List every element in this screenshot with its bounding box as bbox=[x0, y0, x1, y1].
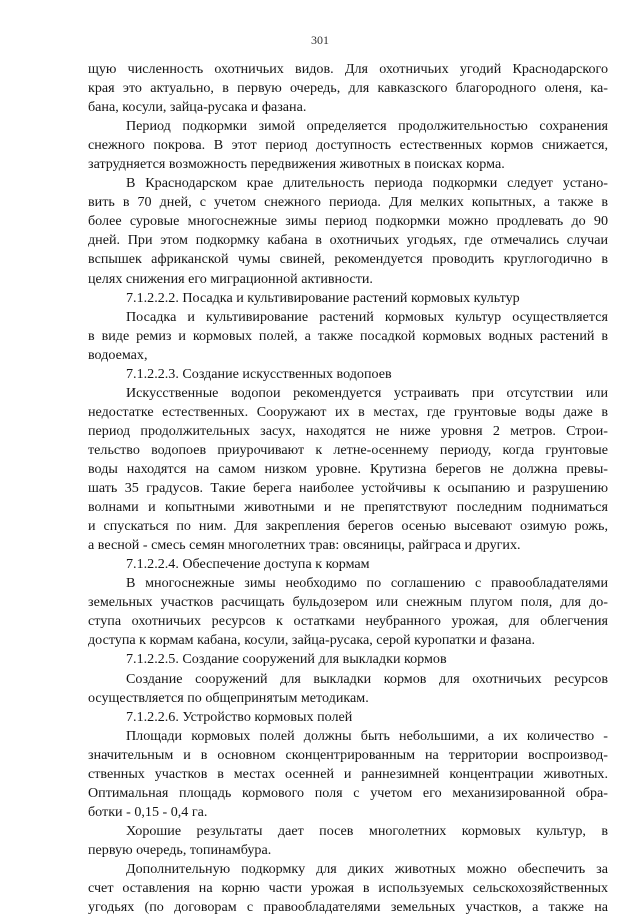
text-line: доступа к кормам кабана, косули, зайца-русака, серой куропатки и фазана. bbox=[88, 632, 535, 649]
text-line: Хорошие результаты дает посев многолетних кормовых культур, в bbox=[126, 822, 608, 839]
text-line: и спускаться по ним. Для закрепления берегов осенью высевают озимую рожь, bbox=[88, 518, 608, 535]
text-line: недостатке естественных. Сооружают их в местах, где грунтовые воды даже в bbox=[88, 403, 608, 420]
page-number: 301 bbox=[311, 33, 329, 47]
text-line: Площади кормовых полей должны быть небольшими, а их количество - bbox=[126, 727, 608, 744]
text-line: края это актуально, в первую очередь, для кавказского благородного оленя, ка- bbox=[88, 80, 608, 97]
text-line: шать 35 градусов. Такие берега наиболее устойчивы к осыпанию и разрушению bbox=[88, 480, 608, 497]
text-line: тельство водопоев приурочивают к летне-осеннему периоду, когда грунтовые bbox=[88, 441, 608, 458]
text-line: первую очередь, топинамбура. bbox=[88, 841, 272, 858]
text-line: затрудняется возможность передвижения животных в поисках корма. bbox=[88, 156, 505, 173]
text-line: целях снижения его миграционной активности. bbox=[88, 270, 373, 287]
text-line: вспышек африканской чумы свиней, рекомендуется проводить круглогодично в bbox=[88, 251, 608, 268]
text-line: 7.1.2.2.4. Обеспечение доступа к кормам bbox=[126, 556, 370, 573]
text-line: осуществляется по общепринятым методикам. bbox=[88, 689, 369, 706]
text-line: угодьях (по договорам с правообладателями земельных участков, а также на bbox=[88, 899, 608, 916]
text-line: Создание сооружений для выкладки кормов для охотничьих ресурсов bbox=[126, 670, 608, 687]
text-line: волнами и копытными животными и не препятствуют последним подниматься bbox=[88, 499, 608, 516]
text-line: Дополнительную подкормку для диких животных можно обеспечить за bbox=[126, 860, 608, 877]
text-line: ботки - 0,15 - 0,4 га. bbox=[88, 803, 208, 820]
text-line: В Краснодарском крае длительность периода подкормки следует устано- bbox=[126, 175, 608, 192]
text-line: Посадка и культивирование растений кормовых культур осуществляется bbox=[126, 308, 608, 325]
text-line: воды находятся на самом низком уровне. Крутизна берегов не должна превы- bbox=[88, 460, 608, 477]
text-line: а весной - смесь семян многолетних трав: овсяницы, райграса и других. bbox=[88, 537, 521, 554]
text-line: более суровые многоснежные зимы период подкормки можно продлевать до 90 bbox=[88, 213, 608, 230]
text-line: Оптимальная площадь кормового поля с учетом его механизированной обра- bbox=[88, 784, 608, 801]
text-line: щую численность охотничьих видов. Для охотничьих угодий Краснодарского bbox=[88, 61, 608, 77]
text-line: ственных участков в местах осенней и раннезимней концентрации животных. bbox=[88, 765, 608, 782]
text-line: 7.1.2.2.6. Устройство кормовых полей bbox=[126, 708, 353, 725]
text-line: 7.1.2.2.2. Посадка и культивирование растений кормовых культур bbox=[126, 289, 520, 306]
text-line: бана, косули, зайца-русака и фазана. bbox=[88, 99, 307, 116]
text-line: Период подкормки зимой определяется продолжительностью сохранения bbox=[126, 118, 608, 135]
text-line: дней. При этом подкормку кабана в охотничьих угодьях, где отмечались случаи bbox=[88, 232, 608, 249]
text-line: период продолжительных засух, находятся не ниже уровня 2 метров. Строи- bbox=[88, 422, 608, 439]
text-line: В многоснежные зимы необходимо по соглашению с правообладателями bbox=[126, 575, 608, 592]
text-line: счет оставления на корню части урожая в используемых сельскохозяйственных bbox=[88, 880, 608, 897]
text-line: значительным и в основном сконцентрированным на территории воспроизвод- bbox=[88, 746, 608, 763]
text-line: земельных участков расчищать бульдозером или снежным плугом поля, для до- bbox=[88, 594, 608, 611]
body-text bbox=[88, 60, 608, 917]
text-line: Искусственные водопои рекомендуется устраивать при отсутствии или bbox=[126, 384, 608, 401]
text-line: ступа охотничьих ресурсов к остатками неубранного урожая, для облегчения bbox=[88, 613, 608, 630]
text-line: вить в 70 дней, с учетом снежного периода. Для мелких копытных, а также в bbox=[88, 194, 608, 211]
text-line: снежного покрова. В этот период доступность естественных кормов снижается, bbox=[88, 137, 608, 154]
text-line: водоемах, bbox=[88, 346, 148, 363]
text-line: 7.1.2.2.3. Создание искусственных водопоев bbox=[126, 365, 392, 382]
text-line: в виде ремиз и кормовых полей, а также посадкой кормовых водных растений в bbox=[88, 327, 608, 344]
text-line: 7.1.2.2.5. Создание сооружений для выкладки кормов bbox=[126, 651, 447, 668]
